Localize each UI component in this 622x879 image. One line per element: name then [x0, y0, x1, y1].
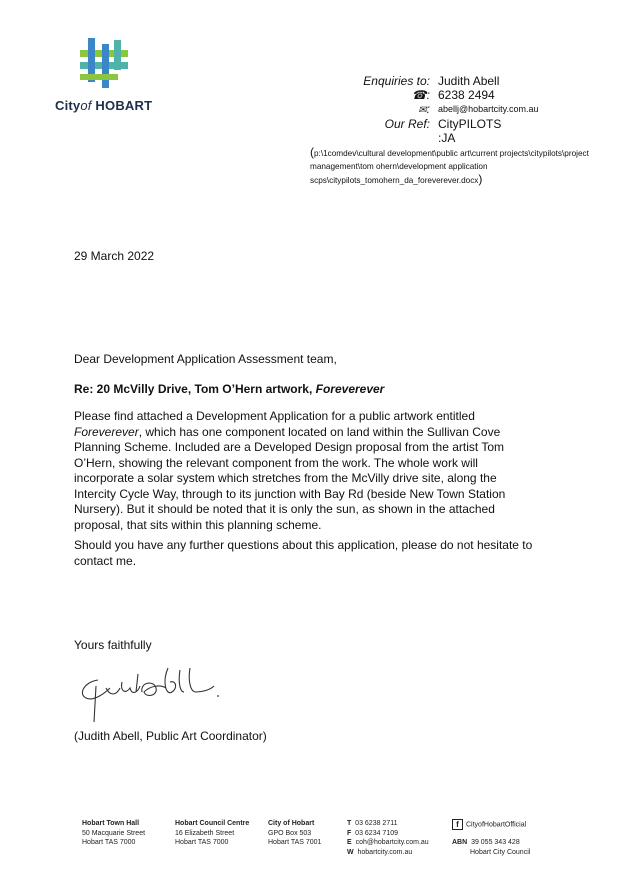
- email-icon: ✉: [418, 105, 427, 116]
- logo-of: of: [80, 98, 92, 113]
- enquiries-name: Judith Abell: [438, 74, 500, 88]
- reference-path: (p:\1comdev\cultural development\public art\current projects\citypilots\project management\tom ohern\development application scps\citypilots_tomohern_da_foreverever.docx): [310, 145, 589, 186]
- enquiries-phone: 6238 2494: [438, 88, 495, 102]
- footer-fax: 03 6234 7109: [355, 829, 398, 837]
- paragraph-2: Should you have any further questions about this application, please do not hesitate to contact me.: [74, 538, 533, 568]
- our-ref-initials: :JA: [438, 131, 456, 145]
- subject-title: Foreverever: [315, 382, 385, 396]
- footer-social: f CityofHobartOfficial ABN 39 055 343 428 Hobart City Council: [452, 820, 531, 856]
- salutation: Dear Development Application Assessment team,: [74, 352, 337, 366]
- footer-phone: 03 6238 2711: [355, 820, 398, 827]
- footer-abn: 39 055 343 428: [471, 839, 520, 846]
- enquiries-email[interactable]: abellj@hobartcity.com.au: [438, 104, 539, 114]
- footer-address-council-centre: Hobart Council Centre 16 Elizabeth Street Hobart TAS 7000: [175, 820, 250, 846]
- facebook-icon: f: [452, 819, 463, 830]
- footer-address-po-box: City of Hobart GPO Box 503 Hobart TAS 7001: [268, 820, 322, 846]
- our-ref-value: CityPILOTS: [438, 117, 502, 131]
- city-of-hobart-logo-icon: [78, 38, 130, 94]
- closing: Yours faithfully: [74, 638, 152, 652]
- footer-email[interactable]: coh@hobartcity.com.au: [355, 839, 429, 846]
- footer-address-town-hall: Hobart Town Hall 50 Macquarie Street Hobart TAS 7000: [82, 820, 146, 846]
- signature-image: [76, 662, 226, 724]
- footer-contact: T 03 6238 2711 F 03 6234 7109 E coh@hobartcity.com.au W hobartcity.com.au: [347, 820, 429, 856]
- paragraph-1: Please find attached a Development Application for a public artwork entitled Foreverever, which has one component located on land within the Sullivan Cove Planning Scheme. Included are a Developed Design proposal from the artist Tom O’Hern, showing the relevant component from the work. The whole work will incorporate a solar system which stretches from the McVilly drive site, along the Intercity Cycle Way, through to its junction with Bay Rd (beside New Town Station Nursery). But it should be noted that it is only the sun, as shown in the attached proposal, that sits within this planning scheme.: [74, 409, 506, 532]
- footer-entity: Hobart City Council: [470, 848, 531, 856]
- letter-date: 29 March 2022: [74, 249, 155, 263]
- subject-line: [74, 382, 544, 398]
- phone-label-group: ☎:: [411, 88, 430, 102]
- facebook-handle[interactable]: CityofHobartOfficial: [466, 821, 527, 829]
- logo-wordmark: [55, 98, 152, 113]
- phone-icon: ☎: [411, 88, 427, 102]
- signatory: (Judith Abell, Public Art Coordinator): [74, 729, 267, 743]
- logo-hobart: HOBART: [95, 98, 153, 113]
- artwork-title: Foreverever: [74, 424, 139, 439]
- logo-city: City: [55, 98, 81, 113]
- enquiries-label: Enquiries to:: [363, 74, 430, 88]
- reference-path-text: p:\1comdev\cultural development\public art\current projects\citypilots\project management\tom ohern\development application scps\citypilots_tomohern_da_foreverever.docx: [310, 149, 589, 185]
- footer-website[interactable]: hobartcity.com.au: [357, 848, 413, 856]
- subject-prefix: Re: 20 McVilly Drive, Tom O’Hern artwork,: [74, 382, 316, 396]
- email-label-group: ✉:: [418, 102, 430, 116]
- our-ref-label: Our Ref:: [384, 117, 430, 131]
